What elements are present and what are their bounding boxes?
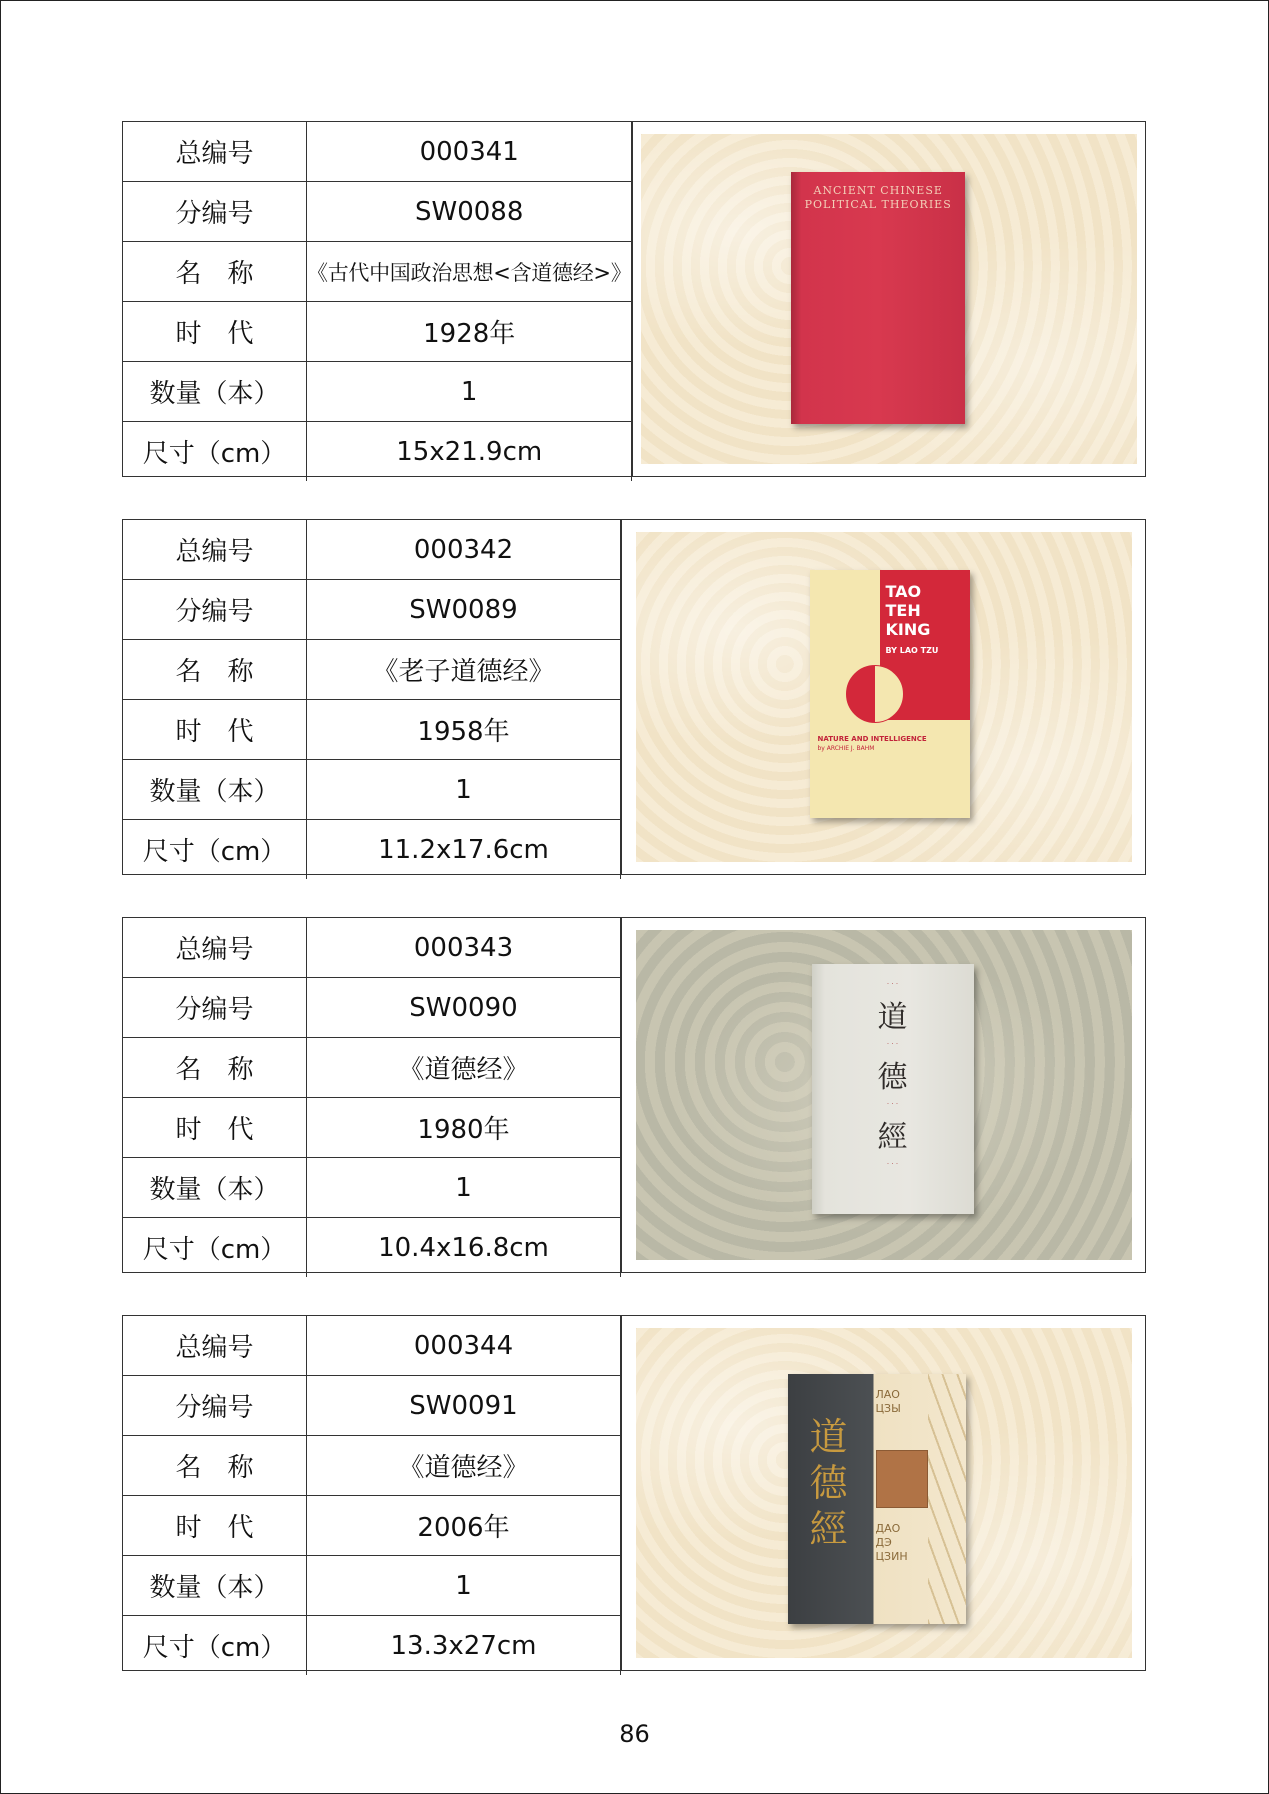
record-table bbox=[123, 918, 621, 1277]
cover-title-line: ДЭ bbox=[875, 1536, 892, 1549]
quantity-value: 1 bbox=[307, 362, 632, 422]
quantity-label: 数量（本） bbox=[123, 362, 307, 422]
size-label: 尺寸（cm） bbox=[123, 1218, 307, 1278]
sub-serial-label: 分编号 bbox=[123, 978, 307, 1038]
cover-title-char: 德 bbox=[877, 1060, 908, 1095]
sub-serial-value: SW0089 bbox=[307, 580, 621, 640]
size-value: 13.3x27cm bbox=[307, 1616, 621, 1676]
era-label: 时 代 bbox=[123, 700, 307, 760]
table-row bbox=[123, 302, 632, 362]
era-label: 时 代 bbox=[123, 1098, 307, 1158]
name-value: 《道德经》 bbox=[307, 1038, 621, 1098]
name-label: 名 称 bbox=[123, 640, 307, 700]
cover-title-line: ЛАО bbox=[875, 1388, 900, 1401]
quantity-label: 数量（本） bbox=[123, 1158, 307, 1218]
name-label: 名 称 bbox=[123, 242, 307, 302]
cover-title-line: ДАО bbox=[875, 1522, 901, 1535]
table-row bbox=[123, 1158, 621, 1218]
cover-portrait bbox=[876, 1450, 928, 1508]
name-label: 名 称 bbox=[123, 1038, 307, 1098]
book-photo bbox=[636, 930, 1132, 1260]
table-row bbox=[123, 242, 632, 302]
quantity-value: 1 bbox=[307, 760, 621, 820]
table-row bbox=[123, 182, 632, 242]
table-row bbox=[123, 918, 621, 978]
table-row bbox=[123, 700, 621, 760]
record-table bbox=[123, 520, 621, 879]
photo-cell bbox=[621, 520, 1145, 874]
era-value: 1928年 bbox=[307, 302, 632, 362]
book-cover bbox=[810, 570, 970, 818]
record-table bbox=[123, 122, 632, 481]
photo-cell bbox=[621, 1316, 1145, 1670]
cover-title-char: 經 bbox=[877, 1120, 908, 1155]
table-row bbox=[123, 1496, 621, 1556]
yin-yang-icon bbox=[846, 665, 904, 723]
cover-title-line: ЦЗИН bbox=[875, 1550, 908, 1563]
page-number: 86 bbox=[619, 1720, 650, 1748]
sub-serial-label: 分编号 bbox=[123, 1376, 307, 1436]
table-row bbox=[123, 122, 632, 182]
cover-title-line: ЦЗЫ bbox=[875, 1402, 901, 1415]
cover-title: TAO TEH KING bbox=[885, 582, 931, 639]
sub-serial-value: SW0088 bbox=[307, 182, 632, 242]
table-row bbox=[123, 580, 621, 640]
photo-cell bbox=[621, 918, 1145, 1272]
table-row bbox=[123, 520, 621, 580]
size-label: 尺寸（cm） bbox=[123, 1616, 307, 1676]
book-photo bbox=[636, 532, 1132, 862]
size-value: 10.4x16.8cm bbox=[307, 1218, 621, 1278]
table-row bbox=[123, 1376, 621, 1436]
sub-serial-label: 分编号 bbox=[123, 182, 307, 242]
cover-title: ANCIENT CHINESE POLITICAL THEORIES bbox=[804, 184, 952, 211]
cover-author: BY LAO TZU bbox=[885, 646, 939, 655]
table-row bbox=[123, 820, 621, 880]
serial-value: 000342 bbox=[307, 520, 621, 580]
name-value: 《道德经》 bbox=[307, 1436, 621, 1496]
name-value: 《古代中国政治思想<含道德经>》 bbox=[307, 242, 632, 302]
size-label: 尺寸（cm） bbox=[123, 422, 307, 482]
table-row bbox=[123, 1098, 621, 1158]
era-label: 时 代 bbox=[123, 1496, 307, 1556]
table-row bbox=[123, 1218, 621, 1278]
name-value: 《老子道德经》 bbox=[307, 640, 621, 700]
table-row bbox=[123, 1436, 621, 1496]
photo-cell bbox=[632, 122, 1145, 476]
name-label: 名 称 bbox=[123, 1436, 307, 1496]
sub-serial-label: 分编号 bbox=[123, 580, 307, 640]
quantity-label: 数量（本） bbox=[123, 760, 307, 820]
catalog-record-1 bbox=[122, 121, 1146, 477]
serial-label: 总编号 bbox=[123, 1316, 307, 1376]
size-value: 15x21.9cm bbox=[307, 422, 632, 482]
cover-tree-pattern bbox=[928, 1374, 966, 1624]
sub-serial-value: SW0090 bbox=[307, 978, 621, 1038]
serial-label: 总编号 bbox=[123, 918, 307, 978]
era-value: 2006年 bbox=[307, 1496, 621, 1556]
table-row bbox=[123, 422, 632, 482]
table-row bbox=[123, 760, 621, 820]
catalog-record-2 bbox=[122, 519, 1146, 875]
book-cover bbox=[791, 172, 965, 424]
cover-title-char: 道 bbox=[877, 1000, 908, 1035]
sub-serial-value: SW0091 bbox=[307, 1376, 621, 1436]
table-row bbox=[123, 1038, 621, 1098]
book-cover: · · · 道 · · · 德 · · · 經 · · · bbox=[812, 964, 974, 1214]
size-label: 尺寸（cm） bbox=[123, 820, 307, 880]
era-value: 1980年 bbox=[307, 1098, 621, 1158]
book-photo bbox=[641, 134, 1137, 464]
era-value: 1958年 bbox=[307, 700, 621, 760]
size-value: 11.2x17.6cm bbox=[307, 820, 621, 880]
table-row bbox=[123, 640, 621, 700]
quantity-value: 1 bbox=[307, 1556, 621, 1616]
cover-calligraphy: 道 德 經 bbox=[809, 1415, 848, 1551]
quantity-value: 1 bbox=[307, 1158, 621, 1218]
serial-value: 000344 bbox=[307, 1316, 621, 1376]
cover-blurb: NATURE AND INTELLIGENCE by ARCHIE J. BAHM bbox=[817, 735, 927, 752]
record-table bbox=[123, 1316, 621, 1675]
catalog-record-3 bbox=[122, 917, 1146, 1273]
table-row bbox=[123, 1556, 621, 1616]
book-cover bbox=[788, 1374, 966, 1624]
serial-value: 000341 bbox=[307, 122, 632, 182]
book-photo bbox=[636, 1328, 1132, 1658]
serial-label: 总编号 bbox=[123, 520, 307, 580]
table-row bbox=[123, 1316, 621, 1376]
era-label: 时 代 bbox=[123, 302, 307, 362]
quantity-label: 数量（本） bbox=[123, 1556, 307, 1616]
table-row bbox=[123, 978, 621, 1038]
serial-label: 总编号 bbox=[123, 122, 307, 182]
table-row bbox=[123, 362, 632, 422]
table-row bbox=[123, 1616, 621, 1676]
catalog-record-4 bbox=[122, 1315, 1146, 1671]
serial-value: 000343 bbox=[307, 918, 621, 978]
